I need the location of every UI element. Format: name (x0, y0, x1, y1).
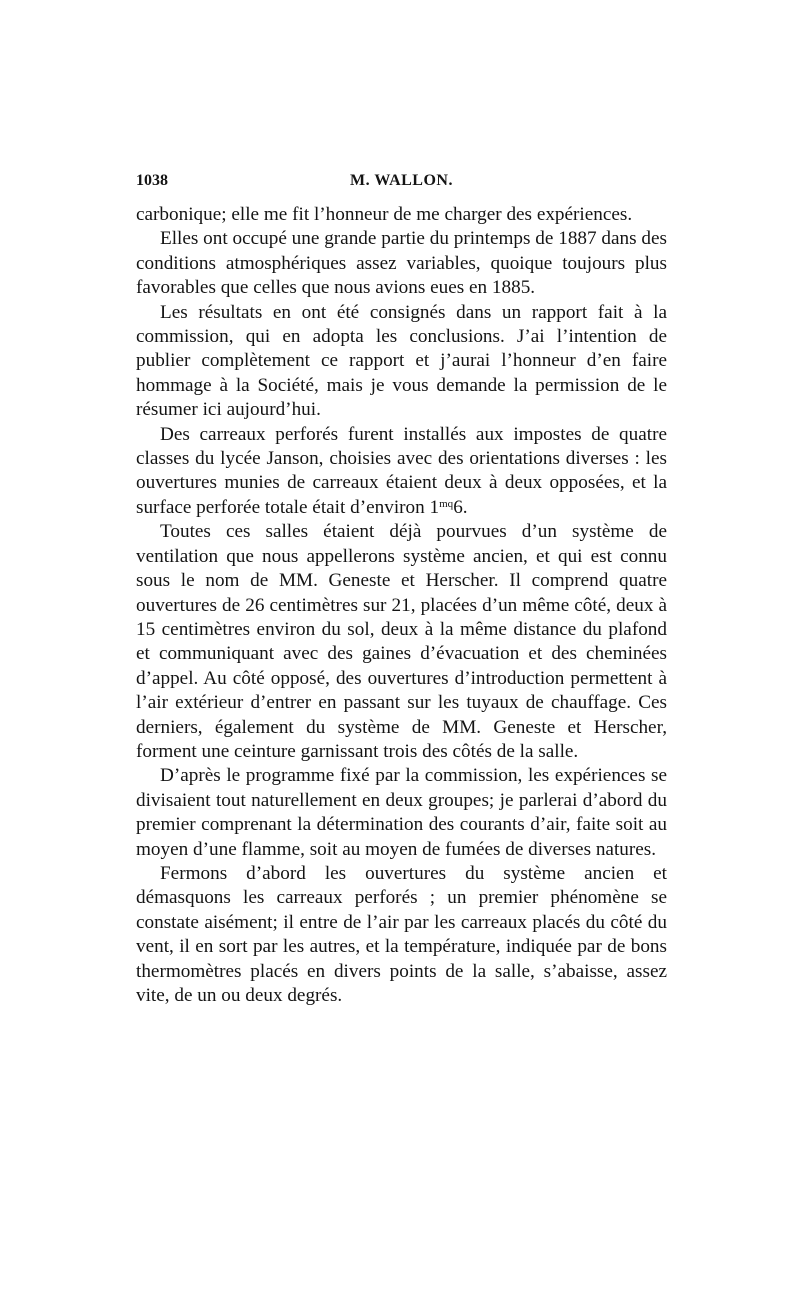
paragraph: D’après le programme fixé par la commission, les expériences se divisaient tout naturellement en deux groupes; je parlerai d’abord du premier comprenant la détermination des courants d’air, faite soit au moyen d’une flamme, soit au moyen de fumées de diverses natures. (136, 765, 667, 860)
paragraph-text: Des carreaux perforés furent installés aux impostes de quatre classes du lycée Janson, choisies avec des orientations diverses : les ouvertures munies de carreaux étaient deux à deux opposées, et la surface perforée totale était d’environ 1 (136, 423, 667, 518)
unit-superscript: mq (439, 497, 454, 510)
page-header (136, 172, 667, 196)
paragraph: Elles ont occupé une grande partie du printemps de 1887 dans des conditions atmosphériques assez variables, quoique toujours plus favorables que celles que nous avions eues en 1885. (136, 228, 667, 299)
page-number: 1038 (136, 172, 168, 189)
running-title: M. WALLON. (350, 172, 453, 189)
paragraph: Les résultats en ont été consignés dans un rapport fait à la commission, qui en adopta les conclusions. J’ai l’intention de publier complètement ce rapport et j’aurai l’honneur d’en faire hommage à la Société, mais je vous demande la permission de le résumer ici aujourd’hui. (136, 301, 667, 421)
paragraph: Toutes ces salles étaient déjà pourvues d’un système de ventilation que nous appellerons système ancien, et qui est connu sous le nom de MM. Geneste et Herscher. Il comprend quatre ouvertures de 26 centimètres sur 21, placées d’un même côté, deux à 15 centimètres environ du sol, deux à la même distance du plafond et communiquant avec des gaines d’évacuation et des cheminées d’appel. Au côté opposé, des ouvertures d’introduction permettent à l’air extérieur d’entrer en passant sur les tuyaux de chauffage. Ces derniers, également du système de MM. Geneste et Herscher, forment une ceinture garnissant trois des côtés de la salle. (136, 521, 667, 762)
paragraph-continuation: carbonique; elle me fit l’honneur de me charger des expériences. (136, 204, 633, 225)
paragraph-text: 6. (453, 496, 468, 518)
body-text (136, 203, 667, 1008)
paragraph: Fermons d’abord les ouvertures du système ancien et démasquons les carreaux perforés ; un premier phénomène se constate aisément; il entre de l’air par les carreaux placés du côté du vent, il en sort par les autres, et la température, indiquée par de bons thermomètres placés en divers points de la salle, s’abaisse, assez vite, de un ou deux degrés. (136, 862, 667, 1006)
paragraph (136, 423, 667, 521)
